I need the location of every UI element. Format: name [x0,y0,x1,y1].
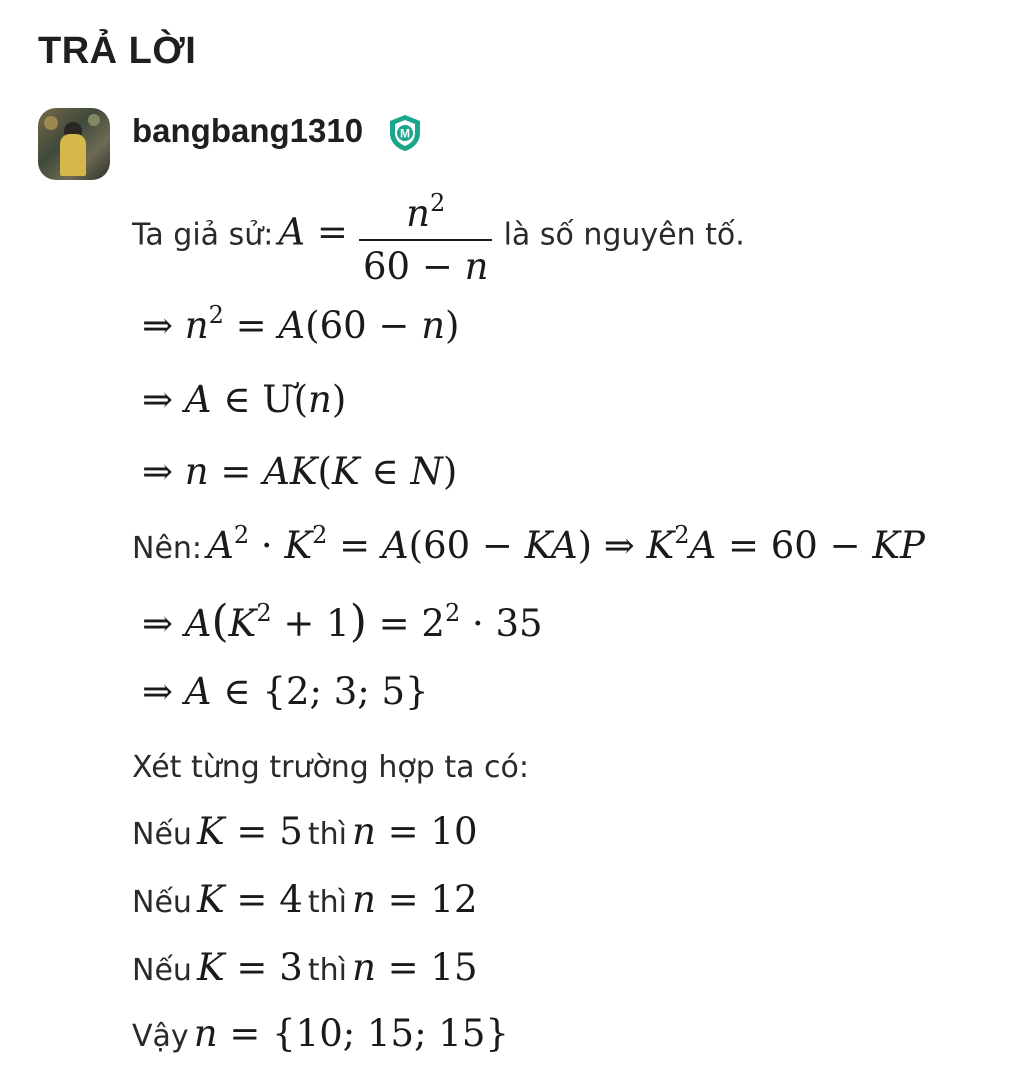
answer-line-3: ⇒ A ∈ Ư(n) [142,378,347,421]
answer-section-title: TRẢ LỜI [38,30,197,72]
username-link[interactable]: bangbang1310 [132,112,364,149]
answer-line-11: Nếu K = 3 thì n = 15 [132,946,478,989]
answer-line-5: Nên: $A^2 \cdot K^2 = A(60 - KA)$ ⇒ $K^2A = 60$ − KP [132,521,925,567]
moderator-shield-icon [386,113,424,153]
text-ta-gia-su: Ta giả sử: [132,217,274,253]
svg-text:M: M [400,126,410,141]
fraction-n2-over-60-minus-n: $\frac{n^2}{60 - n}$ [359,192,492,288]
answer-line-2: ⇒ $n^2 = A(60 - n)$ [142,301,460,347]
answer-line-9: Nếu K = 5 thì n = 10 [132,810,478,853]
user-avatar[interactable] [38,108,110,180]
answer-line-7: ⇒ A ∈ {2; 3; 5} [142,670,429,713]
answer-line-8: Xét từng trường hợp ta có: [132,750,529,785]
answer-line-1: Ta giả sử: A = $\frac{n^2}{60 - n}$ là số nguyên tố. [132,189,745,288]
answer-line-10: Nếu K = 4 thì n = 12 [132,878,478,921]
answer-line-4: ⇒ n = AK(K ∈ N) [142,450,458,493]
answer-line-6: ⇒ $A(K^2 + 1) = 2^2 \cdot 35$ [142,596,543,647]
text-la-so-nguyen-to: là số nguyên tố. [503,217,745,253]
answer-line-12: Vậy n = {10; 15; 15} [132,1012,509,1055]
